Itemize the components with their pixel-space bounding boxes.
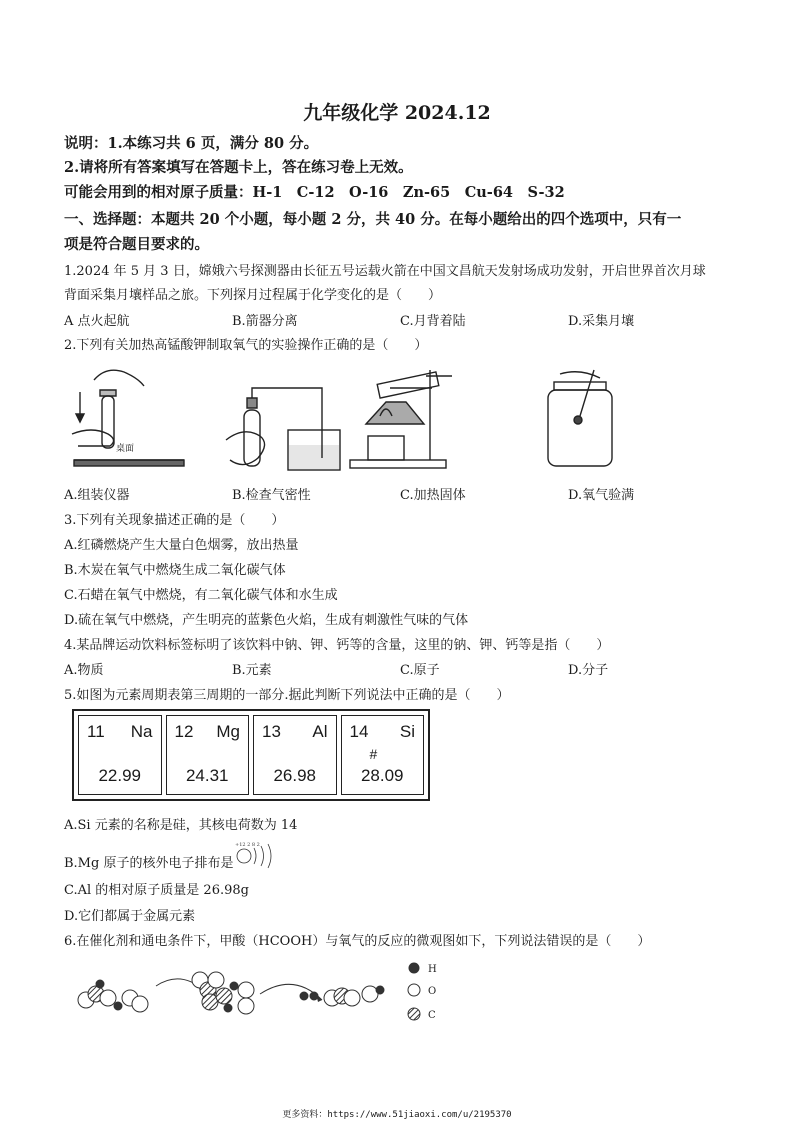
q3-option-b: B.木炭在氧气中燃烧生成二氧化碳气体 [64,563,286,578]
q1-stem-line-1: 1.2024 年 5 月 3 日，嫦娥六号探测器由长征五号运载火箭在中国文昌航天发射场成功发射，开启世界首次月球 [64,264,706,279]
q2-option-b: B.检查气密性 [232,488,311,503]
q1-option-d: D.采集月壤 [568,314,635,329]
q1-option-b: B.箭器分离 [232,314,298,329]
element-symbol: Si [399,722,415,741]
q5-stem: 5.如图为元素周期表第三周期的一部分.据此判断下列说法中正确的是（ ） [64,688,510,703]
q5-option-c: C.Al 的相对原子质量是 26.98g [64,883,249,898]
legend-h: H [428,964,437,975]
q4-option-b: B.元素 [232,663,272,678]
q5-option-b: B.Mg 原子的核外电子排布是 [64,856,234,871]
atomic-number: 13 [262,722,281,741]
element-cell-si [341,715,425,795]
q1-stem-line-2: 背面采集月壤样品之旅。下列探月过程属于化学变化的是（ ） [64,288,442,303]
atomic-number: 12 [174,722,194,741]
figure-c-heating [350,370,452,468]
note-line-1: 说明：1.本练习共 6 页，满分 80 分。 [64,135,319,152]
handwritten-mark: # [369,746,378,762]
element-symbol: Al [312,722,328,741]
atomic-mass: 22.99 [98,766,142,785]
section-heading-line-1: 一、选择题：本题共 20 个小题，每小题 2 分，共 40 分。在每小题给出的四个选项中，只有一 [64,211,682,228]
q2-option-a: A.组装仪器 [64,488,130,503]
atomic-mass: 28.09 [360,766,404,785]
element-cell-mg [166,715,250,795]
atomic-mass: 26.98 [273,766,317,785]
electron-config-label: +12 2 8 2 [235,842,260,848]
page-title: 九年级化学 2024.12 [303,102,491,124]
q5-option-d: D.它们都属于金属元素 [64,909,196,924]
q4-option-d: D.分子 [568,663,609,678]
q3-option-d: D.硫在氧气中燃烧，产生明亮的蓝紫色火焰，生成有刺激性气味的气体 [64,613,469,628]
footer-link[interactable]: 更多资料：https://www.51jiaoxi.com/u/2195370 [282,1110,512,1120]
figure-d-oxygen-test [548,370,612,466]
q4-option-c: C.原子 [400,663,440,678]
q5-option-a: A.Si 元素的名称是硅，其核电荷数为 14 [64,818,298,833]
electron-config-diagram [234,842,280,870]
legend-o: O [428,986,437,997]
q2-apparatus-figures [60,360,660,480]
q4-stem: 4.某品牌运动饮料标签标明了该饮料中钠、钾、钙等的含量，这里的钠、钾、钙等是指（ ） [64,638,610,653]
element-symbol: Na [130,722,153,741]
q2-option-c: C.加热固体 [400,488,466,503]
note-line-2: 2.请将所有答案填写在答题卡上，答在练习卷上无效。 [64,159,413,176]
figure-b-airtightness [226,388,340,470]
section-heading-line-2: 项是符合题目要求的。 [64,236,209,253]
atomic-masses: 可能会用到的相对原子质量：H-1 C-12 O-16 Zn-65 Cu-64 S-32 [64,184,565,201]
legend-c: C [428,1010,436,1021]
periodic-table-fragment [72,709,430,801]
q3-option-a: A.红磷燃烧产生大量白色烟雾，放出热量 [64,538,299,553]
q2-option-d: D.氧气验满 [568,488,635,503]
reaction-micro-diagram [64,956,464,1026]
element-cell-al [253,715,337,795]
q4-option-a: A.物质 [64,663,104,678]
element-symbol: Mg [216,722,240,741]
q3-stem: 3.下列有关现象描述正确的是（ ） [64,513,285,528]
desk-label: 桌面 [116,444,135,454]
q2-stem: 2.下列有关加热高锰酸钾制取氧气的实验操作正确的是（ ） [64,338,428,353]
q3-option-c: C.石蜡在氧气中燃烧，有二氧化碳气体和水生成 [64,588,338,603]
atomic-number: 11 [87,722,105,741]
element-cell-na [78,715,162,795]
q1-option-a: A 点火起航 [64,314,130,329]
atomic-mass: 24.31 [185,766,229,785]
q1-option-c: C.月背着陆 [400,314,466,329]
atomic-number: 14 [349,722,369,741]
q6-stem: 6.在催化剂和通电条件下，甲酸（HCOOH）与氧气的反应的微观图如下，下列说法错误的是（ ） [64,934,651,949]
